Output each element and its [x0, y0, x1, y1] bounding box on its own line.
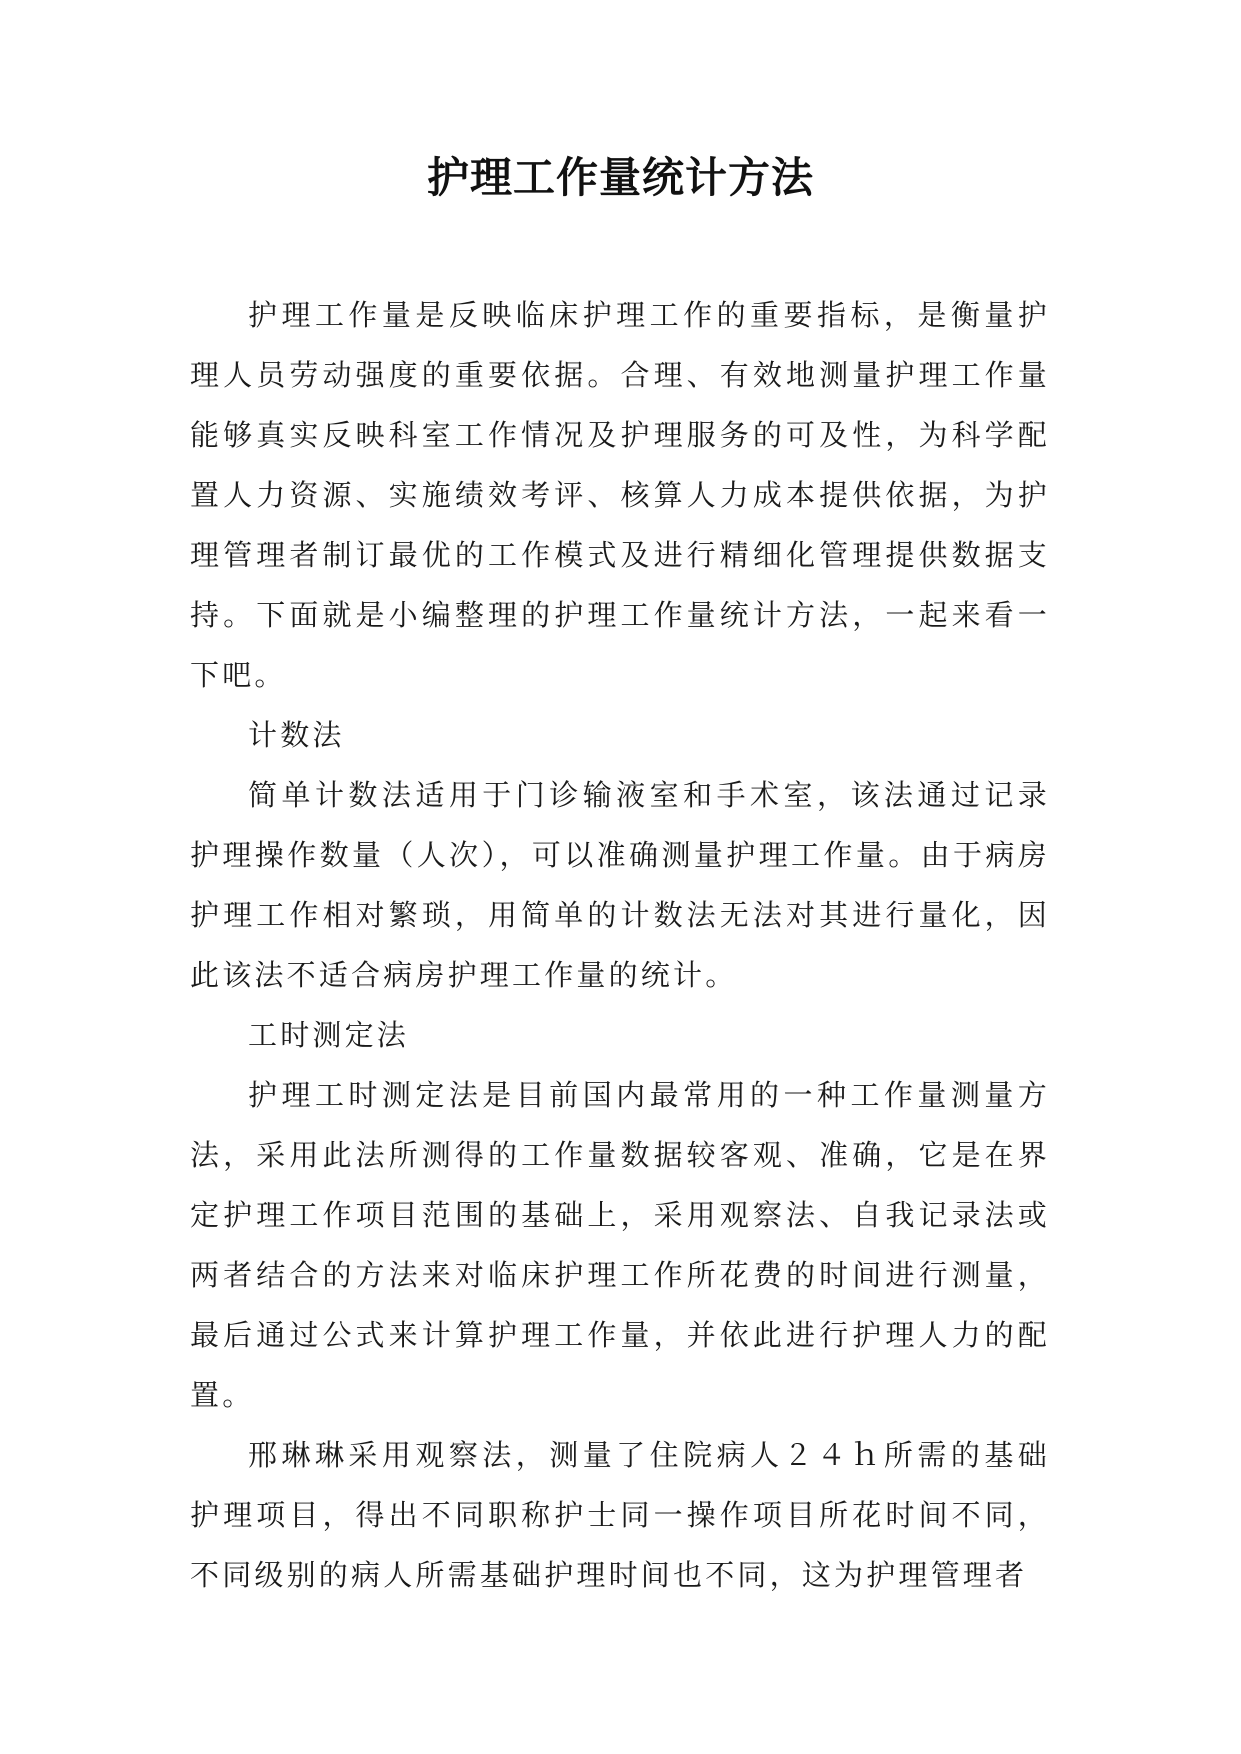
paragraph-counting-method: 简单计数法适用于门诊输液室和手术室，该法通过记录护理操作数量（人次），可以准确测量护理工作量。由于病房护理工作相对繁琐，用简单的计数法无法对其进行量化，因此该法不适合病房护理工作量的统计。	[190, 778, 1050, 992]
document-title: 护理工作量统计方法	[426, 153, 814, 202]
paragraph-intro: 护理工作量是反映临床护理工作的重要指标，是衡量护理人员劳动强度的重要依据。合理、有效地测量护理工作量能够真实反映科室工作情况及护理服务的可及性，为科学配置人力资源、实施绩效考评、核算人力成本提供依据，为护理管理者制订最优的工作模式及进行精细化管理提供数据支持。下面就是小编整理的护理工作量统计方法，一起来看一下吧。	[190, 298, 1050, 692]
document-body	[190, 285, 1050, 1605]
section-heading-counting-method: 计数法	[248, 718, 345, 752]
paragraph-study-example: 邢琳琳采用观察法，测量了住院病人２４ｈ所需的基础护理项目，得出不同职称护士同一操作项目所花时间不同，不同级别的病人所需基础护理时间也不同，这为护理管理者	[190, 1438, 1050, 1592]
paragraph-time-measurement: 护理工时测定法是目前国内最常用的一种工作量测量方法，采用此法所测得的工作量数据较客观、准确，它是在界定护理工作项目范围的基础上，采用观察法、自我记录法或两者结合的方法来对临床护理工作所花费的时间进行测量，最后通过公式来计算护理工作量，并依此进行护理人力的配置。	[190, 1078, 1050, 1412]
section-heading-time-measurement: 工时测定法	[248, 1018, 410, 1052]
